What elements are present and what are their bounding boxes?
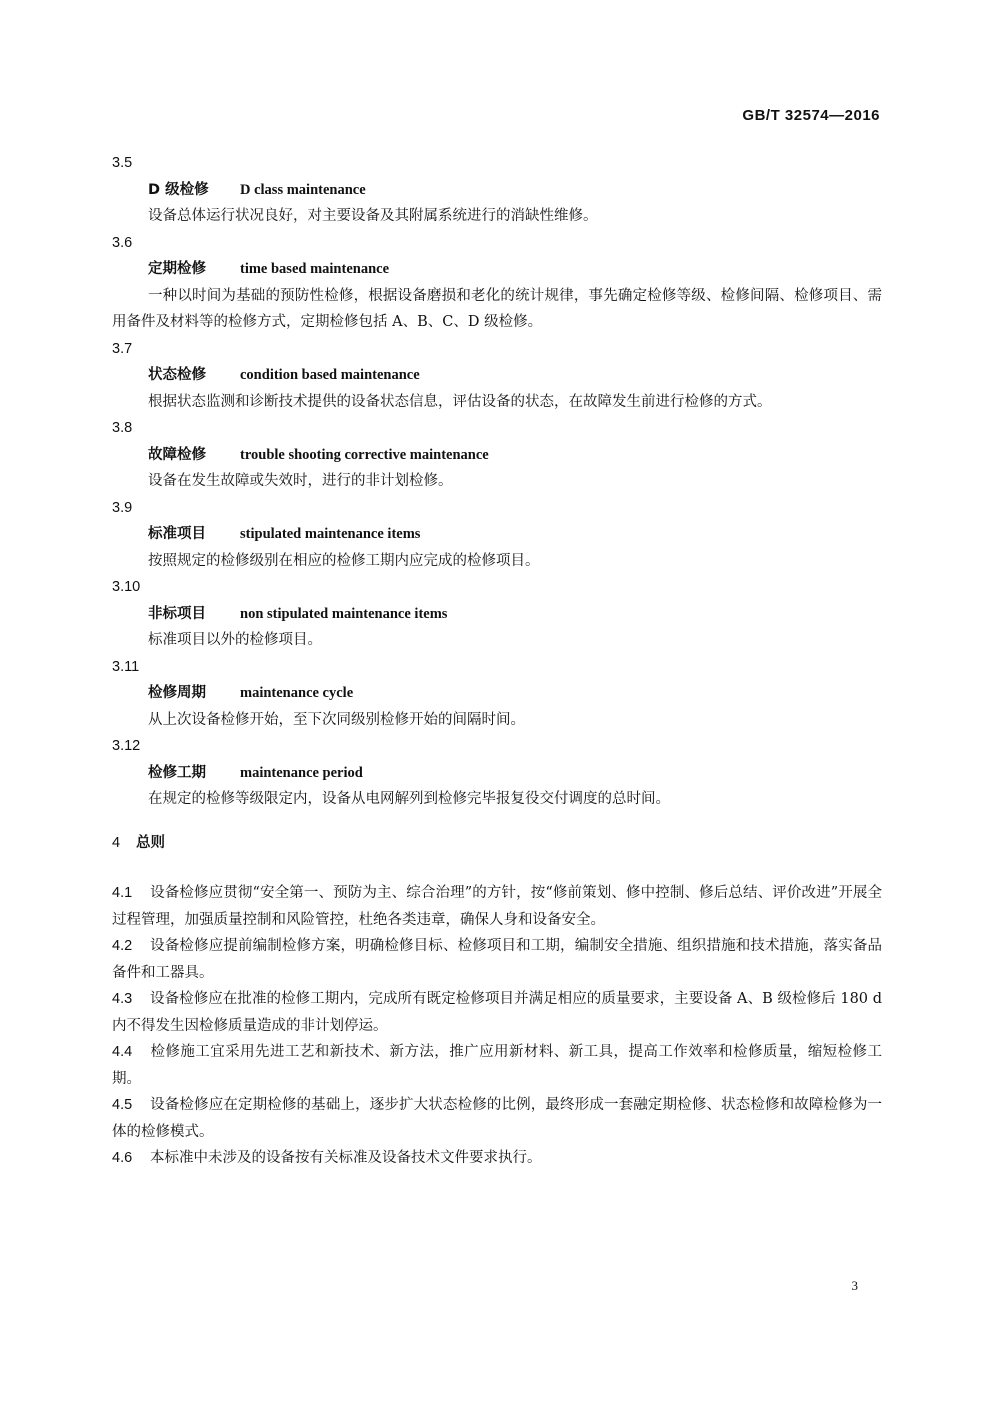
clause-number: 4.2 [112,938,133,954]
clause-paragraph [112,986,882,1039]
term-number: 3.8 [112,420,133,436]
term-english: D class maintenance [240,181,366,198]
term-number: 3.11 [112,658,140,675]
term-chinese: 定期检修 [148,261,206,277]
clause-text: 设备检修应在批准的检修工期内，完成所有既定检修项目并满足相应的质量要求，主要设备 A、B 级检修后 180 d 内不得发生因检修质量造成的非计划停运。 [112,991,882,1034]
term-chinese: 检修周期 [148,685,206,701]
clauses-list [112,880,882,1172]
term-definition: 从上次设备检修开始，至下次同级别检修开始的间隔时间。 [148,711,525,728]
clause-paragraph [112,1145,882,1172]
document-id-header: GB/T 32574—2016 [742,107,880,124]
term-english: condition based maintenance [240,367,420,383]
term-heading [112,601,882,628]
term-english: time based maintenance [240,261,390,277]
clause-text: 设备检修应在定期检修的基础上，逐步扩大状态检修的比例，最终形成一套融定期检修、状态检修和故障检修为一体的检修模式。 [112,1097,882,1140]
term-chinese: D 级检修 [148,181,209,198]
term-entry [112,733,882,813]
clause-paragraph [112,1092,882,1145]
clause-paragraph [112,1039,882,1092]
term-heading [112,521,882,548]
term-entry [112,574,882,654]
term-chinese: 检修工期 [148,764,206,781]
term-heading [112,177,882,204]
term-chinese: 非标项目 [148,605,206,622]
term-definition: 根据状态监测和诊断技术提供的设备状态信息，评估设备的状态，在故障发生前进行检修的方式。 [148,393,772,410]
term-definition: 设备在发生故障或失效时，进行的非计划检修。 [148,473,453,489]
term-definition: 一种以时间为基础的预防性检修，根据设备磨损和老化的统计规律，事先确定检修等级、检修间隔、检修项目、需用备件及材料等的检修方式，定期检修包括 A、B、C、D 级检修。 [112,287,882,330]
clause-paragraph [112,933,882,986]
term-entry [112,495,882,575]
clause-number: 4.4 [112,1044,133,1060]
term-number: 3.12 [112,738,141,754]
term-entry [112,654,882,734]
term-heading [112,442,882,469]
term-number: 3.7 [112,340,133,357]
term-definition: 按照规定的检修级别在相应的检修工期内应完成的检修项目。 [148,552,540,569]
section-title: 总则 [136,835,165,851]
term-english: maintenance cycle [240,685,354,701]
term-chinese: 状态检修 [148,367,206,383]
term-number: 3.5 [112,155,133,171]
term-definition: 标准项目以外的检修项目。 [148,632,322,648]
section-heading [112,830,165,856]
terms-list [112,150,882,813]
clause-text: 检修施工宜采用先进工艺和新技术、新方法，推广应用新材料、新工具，提高工作效率和检修质量，缩短检修工期。 [112,1044,882,1087]
term-chinese: 故障检修 [148,446,206,463]
term-entry [112,230,882,336]
clause-paragraph [112,880,882,933]
section-number: 4 [112,835,121,851]
clause-text: 本标准中未涉及的设备按有关标准及设备技术文件要求执行。 [150,1150,542,1166]
term-heading [112,760,882,787]
term-english: non stipulated maintenance items [240,605,448,622]
clause-number: 4.1 [112,885,133,901]
term-definition: 在规定的检修等级限定内，设备从电网解列到检修完毕报复役交付调度的总时间。 [148,791,670,807]
clause-number: 4.3 [112,991,133,1007]
term-heading [112,680,882,707]
term-number: 3.10 [112,579,141,595]
term-english: stipulated maintenance items [240,526,421,542]
term-english: trouble shooting corrective maintenance [240,446,489,463]
clause-text: 设备检修应提前编制检修方案，明确检修目标、检修项目和工期，编制安全措施、组织措施和技术措施，落实备品备件和工器具。 [112,938,882,981]
term-entry [112,415,882,495]
term-heading [112,362,882,389]
clause-number: 4.6 [112,1150,133,1166]
term-number: 3.9 [112,499,133,516]
term-definition: 设备总体运行状况良好，对主要设备及其附属系统进行的消缺性维修。 [148,208,598,224]
term-chinese: 标准项目 [148,526,206,542]
clause-number: 4.5 [112,1097,133,1113]
clause-text: 设备检修应贯彻“安全第一、预防为主、综合治理”的方针，按“修前策划、修中控制、修后总结、评价改进”开展全过程管理，加强质量控制和风险管控，杜绝各类违章，确保人身和设备安全。 [112,885,882,928]
term-entry [112,336,882,416]
term-entry [112,150,882,230]
page-number: 3 [851,1278,858,1293]
term-english: maintenance period [240,764,363,781]
term-heading [112,256,882,283]
term-number: 3.6 [112,234,133,251]
